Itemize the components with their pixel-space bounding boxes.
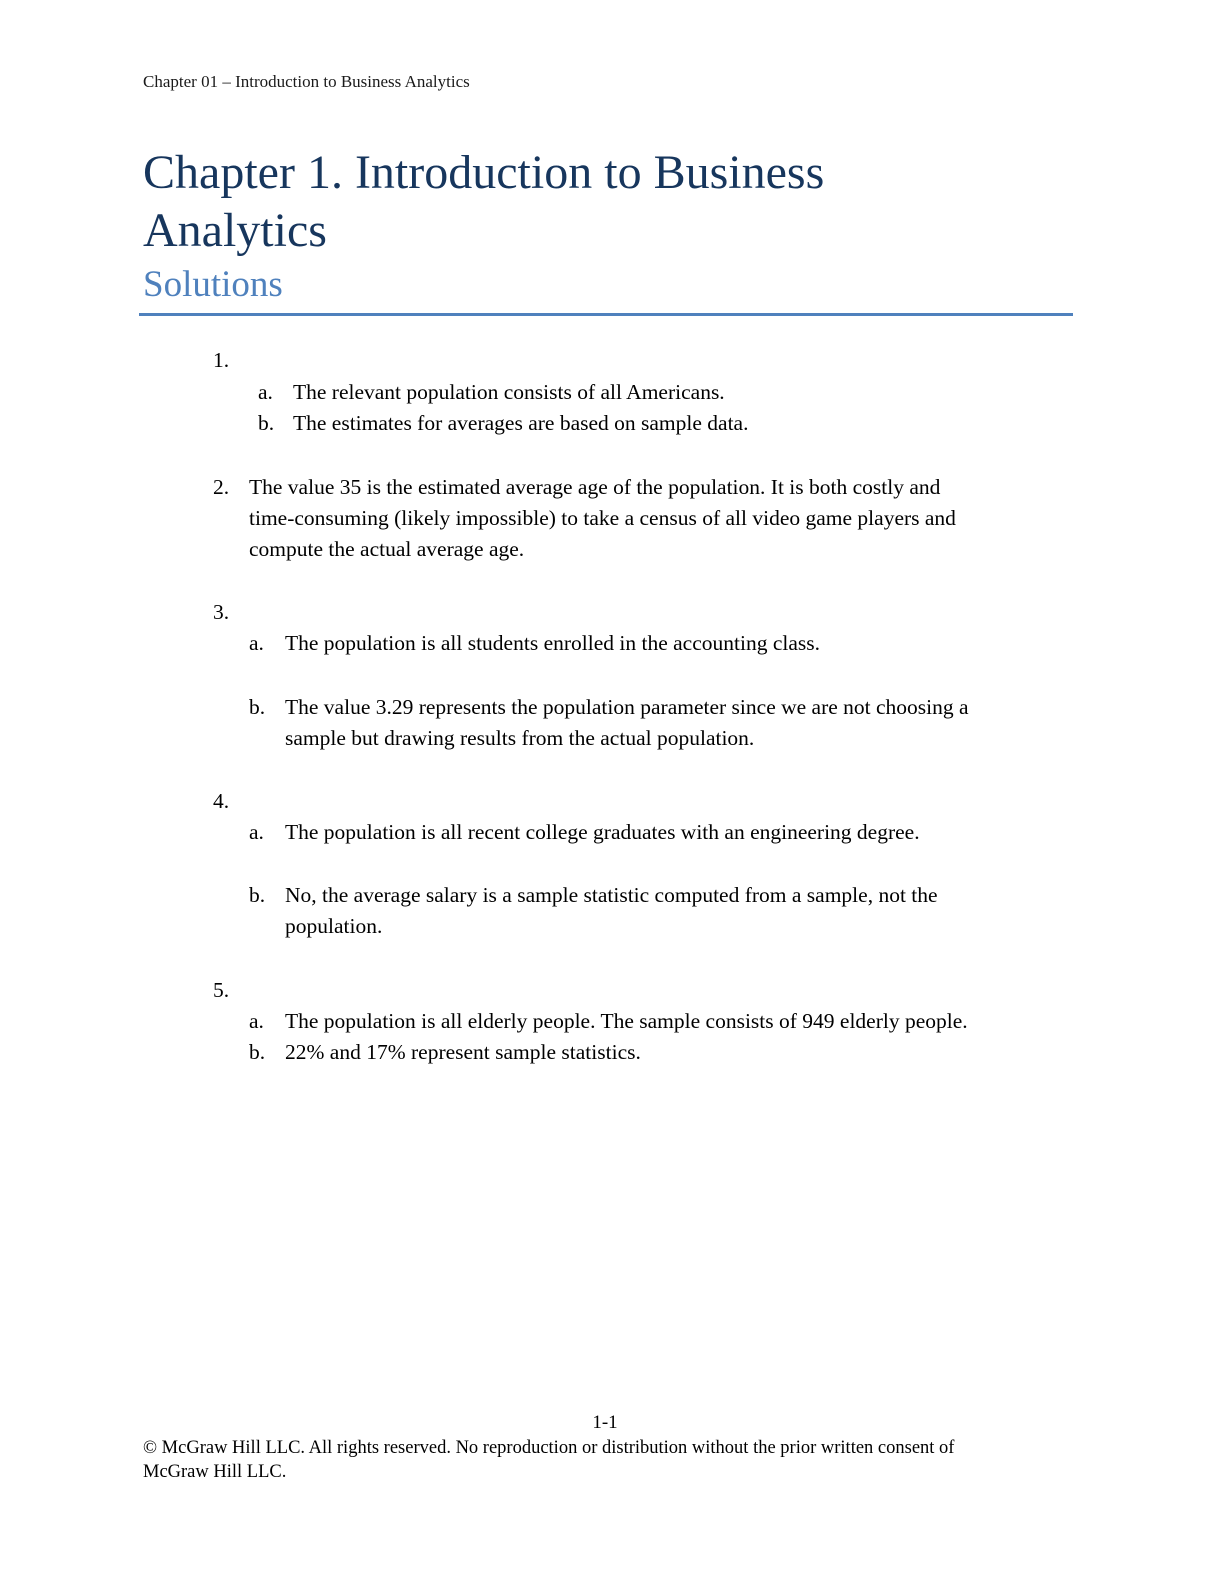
q1-a-label: a.	[258, 380, 273, 404]
page-title-line-1: Chapter 1. Introduction to Business	[143, 146, 825, 199]
q2-line-3: compute the actual average age.	[249, 537, 525, 561]
q3-b-line-2: sample but drawing results from the actual population.	[285, 726, 755, 750]
q5-b-label: b.	[249, 1040, 266, 1064]
q4-a-label: a.	[249, 820, 264, 844]
title-divider	[139, 313, 1073, 316]
running-header: Chapter 01 – Introduction to Business Analytics	[143, 72, 470, 91]
q3-b-label: b.	[249, 695, 266, 719]
q3-a-text: The population is all students enrolled in the accounting class.	[285, 631, 820, 655]
q3-number: 3.	[213, 600, 230, 624]
q2-line-1: The value 35 is the estimated average age of the population. It is both costly and	[249, 475, 941, 499]
copyright-line-2: McGraw Hill LLC.	[143, 1462, 287, 1482]
q2-number: 2.	[213, 475, 230, 499]
q2-line-2: time-consuming (likely impossible) to take a census of all video game players and	[249, 506, 956, 530]
q1-a-text: The relevant population consists of all Americans.	[293, 380, 725, 404]
q5-b-text: 22% and 17% represent sample statistics.	[285, 1040, 641, 1064]
page-title-line-2: Analytics	[143, 204, 327, 257]
q4-b-line-1: No, the average salary is a sample statistic computed from a sample, not the	[285, 883, 938, 907]
q5-a-text: The population is all elderly people. The sample consists of 949 elderly people.	[285, 1009, 968, 1033]
q1-number: 1.	[213, 348, 230, 372]
q3-a-label: a.	[249, 631, 264, 655]
page-title	[143, 144, 1063, 260]
q4-b-line-2: population.	[285, 914, 383, 938]
q4-b-label: b.	[249, 883, 266, 907]
copyright-line-1: © McGraw Hill LLC. All rights reserved. No reproduction or distribution without the prior written consent of	[143, 1438, 955, 1458]
q1-b-label: b.	[258, 411, 275, 435]
q4-number: 4.	[213, 789, 230, 813]
q4-a-text: The population is all recent college graduates with an engineering degree.	[285, 820, 920, 844]
q5-a-label: a.	[249, 1009, 264, 1033]
page-number: 1-1	[592, 1412, 618, 1433]
page-subtitle: Solutions	[143, 264, 283, 305]
q3-b-line-1: The value 3.29 represents the population parameter since we are not choosing a	[285, 695, 969, 719]
q5-number: 5.	[213, 978, 230, 1002]
q1-b-text: The estimates for averages are based on sample data.	[293, 411, 749, 435]
copyright-notice	[143, 1436, 1043, 1484]
